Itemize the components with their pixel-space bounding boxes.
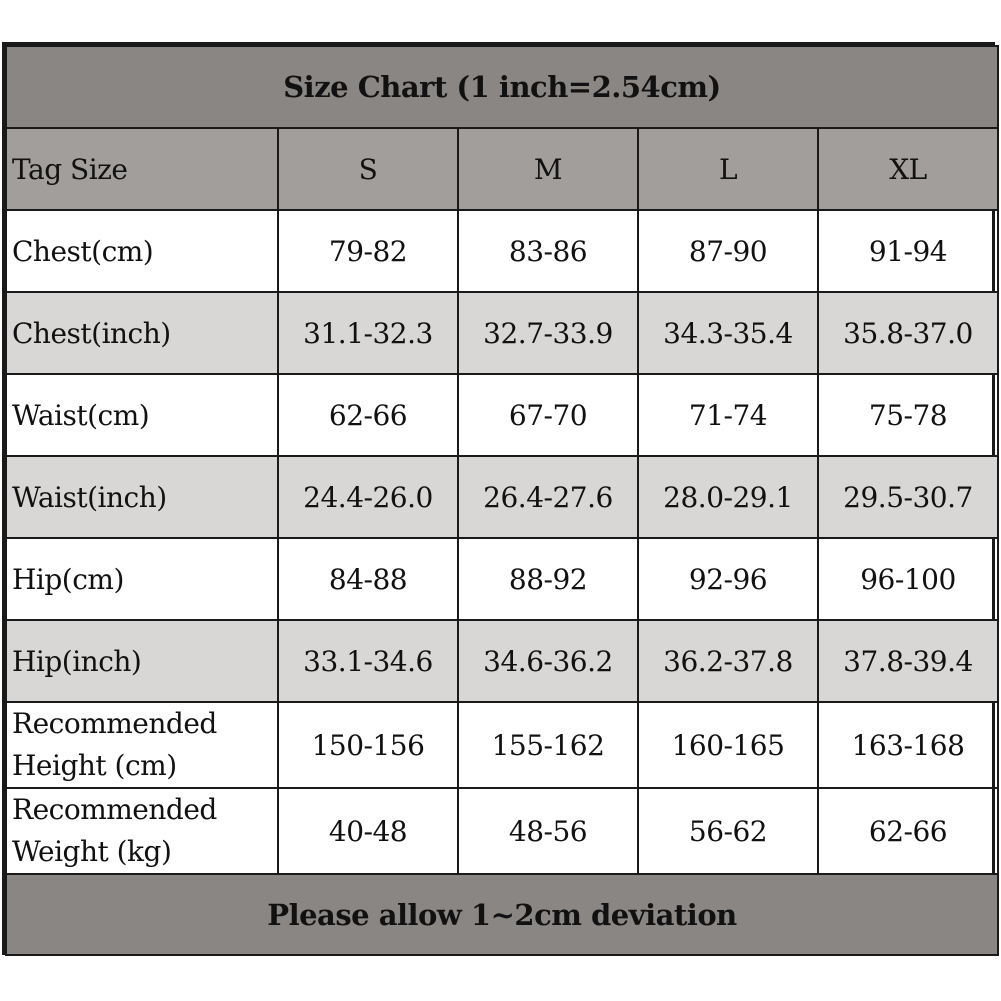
- table-cell: 29.5-30.7: [818, 456, 998, 538]
- table-cell: 160-165: [638, 702, 818, 788]
- table-cell: 79-82: [278, 210, 458, 292]
- table-cell: 62-66: [278, 374, 458, 456]
- table-row-waist-cm: [6, 374, 998, 456]
- table-cell: 88-92: [458, 538, 638, 620]
- table-cell: 71-74: [638, 374, 818, 456]
- size-chart-frame: [2, 42, 995, 955]
- size-s-header: S: [278, 128, 458, 210]
- size-xl-header: XL: [818, 128, 998, 210]
- size-l-header: L: [638, 128, 818, 210]
- table-cell: 34.6-36.2: [458, 620, 638, 702]
- table-cell: 91-94: [818, 210, 998, 292]
- table-cell: 83-86: [458, 210, 638, 292]
- row-label-line1: Recommended: [12, 707, 217, 740]
- size-chart-table: [5, 45, 999, 956]
- table-cell: 32.7-33.9: [458, 292, 638, 374]
- table-cell: 155-162: [458, 702, 638, 788]
- table-cell: 36.2-37.8: [638, 620, 818, 702]
- footer-row: [6, 874, 998, 955]
- row-label: [6, 788, 278, 874]
- row-label-line1: Recommended: [12, 793, 217, 826]
- table-row-weight: [6, 788, 998, 874]
- row-label: Waist(inch): [6, 456, 278, 538]
- table-cell: 96-100: [818, 538, 998, 620]
- table-cell: 48-56: [458, 788, 638, 874]
- table-cell: 35.8-37.0: [818, 292, 998, 374]
- table-row-hip-cm: [6, 538, 998, 620]
- title-row: [6, 46, 998, 128]
- row-label: Hip(inch): [6, 620, 278, 702]
- header-row: [6, 128, 998, 210]
- table-cell: 62-66: [818, 788, 998, 874]
- row-label: [6, 702, 278, 788]
- table-cell: 40-48: [278, 788, 458, 874]
- table-cell: 67-70: [458, 374, 638, 456]
- table-cell: 34.3-35.4: [638, 292, 818, 374]
- table-cell: 150-156: [278, 702, 458, 788]
- table-cell: 87-90: [638, 210, 818, 292]
- row-label: Chest(inch): [6, 292, 278, 374]
- table-cell: 37.8-39.4: [818, 620, 998, 702]
- table-row-waist-inch: [6, 456, 998, 538]
- table-cell: 92-96: [638, 538, 818, 620]
- deviation-note: Please allow 1~2cm deviation: [6, 874, 998, 955]
- table-cell: 31.1-32.3: [278, 292, 458, 374]
- tag-size-label: Tag Size: [6, 128, 278, 210]
- table-row-chest-inch: [6, 292, 998, 374]
- table-cell: 56-62: [638, 788, 818, 874]
- table-cell: 163-168: [818, 702, 998, 788]
- row-label: Chest(cm): [6, 210, 278, 292]
- size-m-header: M: [458, 128, 638, 210]
- row-label: Waist(cm): [6, 374, 278, 456]
- row-label-line2: Height (cm): [12, 749, 177, 782]
- table-cell: 28.0-29.1: [638, 456, 818, 538]
- table-cell: 75-78: [818, 374, 998, 456]
- table-cell: 24.4-26.0: [278, 456, 458, 538]
- row-label-line2: Weight (kg): [12, 835, 172, 868]
- table-row-chest-cm: [6, 210, 998, 292]
- table-row-height: [6, 702, 998, 788]
- table-cell: 33.1-34.6: [278, 620, 458, 702]
- row-label: Hip(cm): [6, 538, 278, 620]
- table-cell: 84-88: [278, 538, 458, 620]
- table-row-hip-inch: [6, 620, 998, 702]
- table-cell: 26.4-27.6: [458, 456, 638, 538]
- chart-title: Size Chart (1 inch=2.54cm): [6, 46, 998, 128]
